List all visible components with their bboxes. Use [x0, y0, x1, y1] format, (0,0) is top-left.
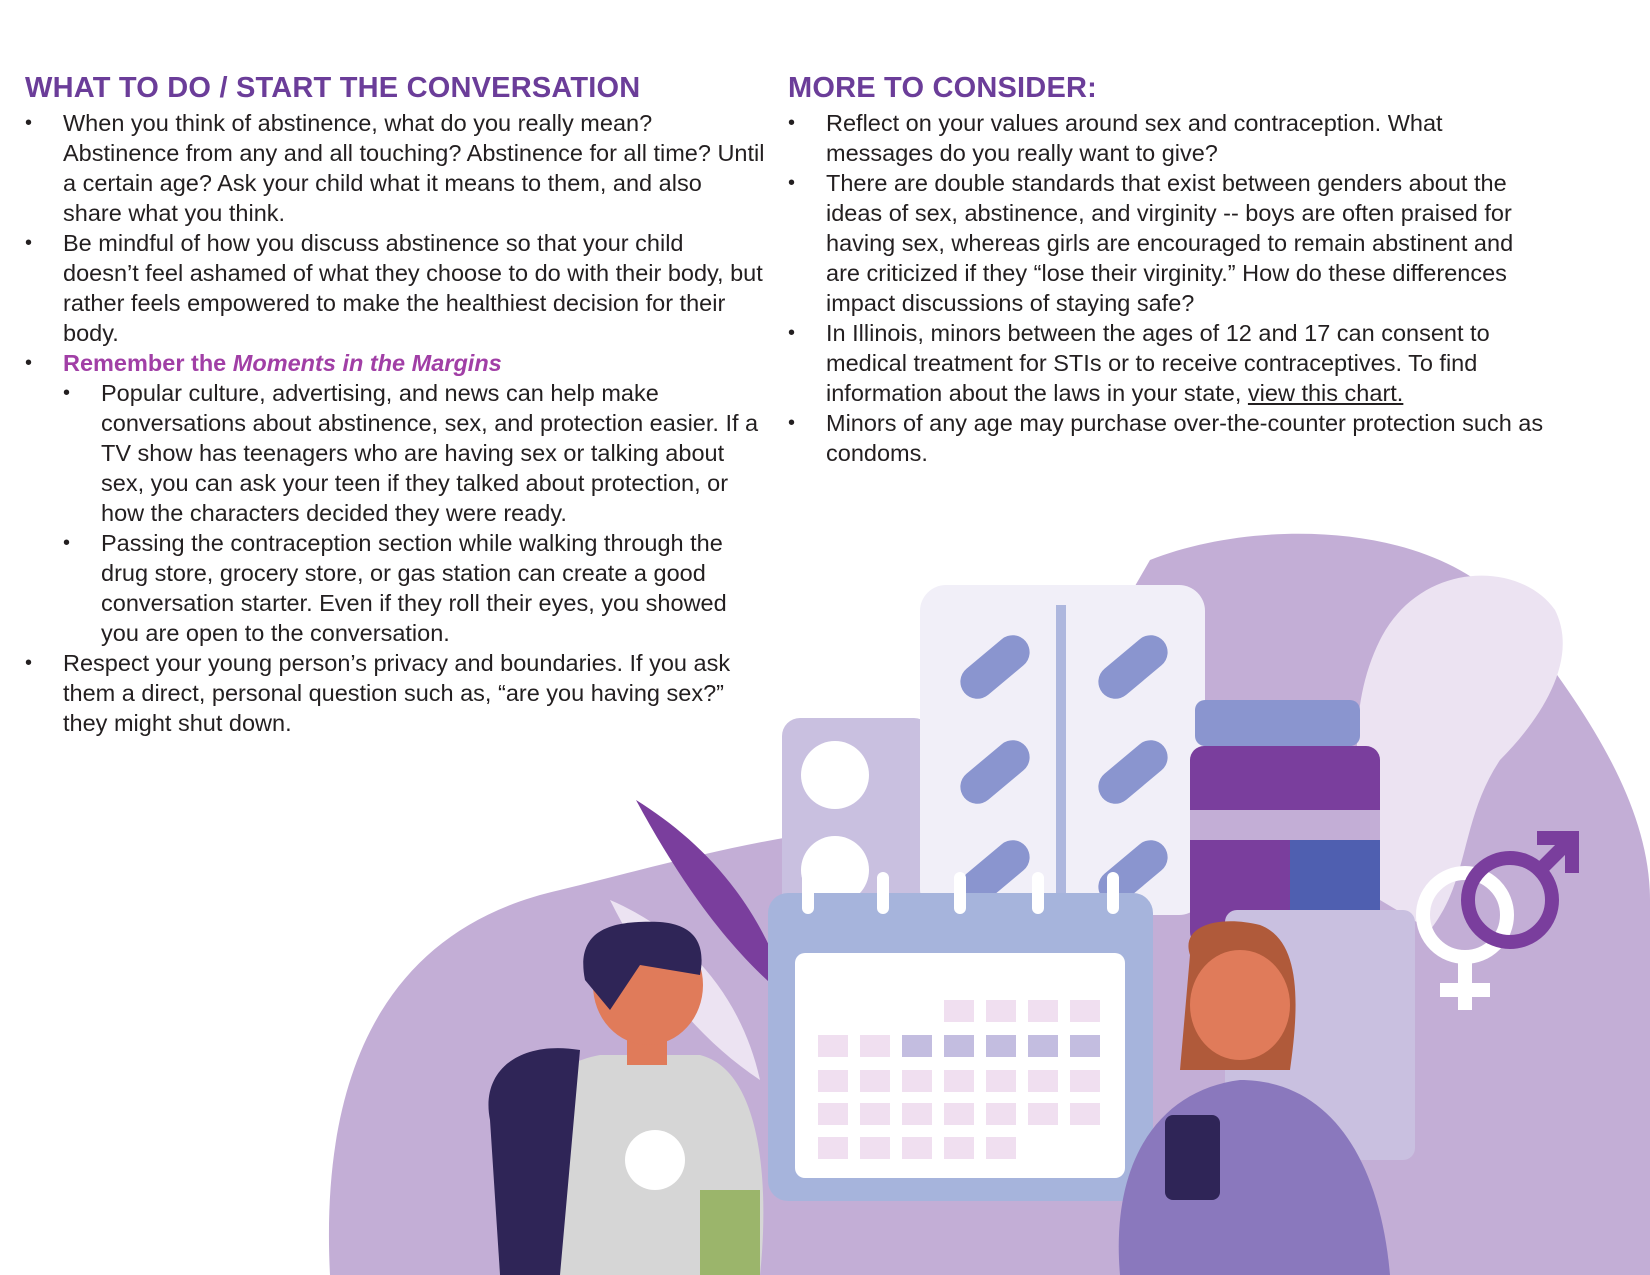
right-column	[788, 70, 1548, 468]
left-column	[25, 70, 765, 738]
sub-list-item: • Popular culture, advertising, and news can help make conversations about abstinence, sex, and protection easier. If a TV show has teenagers who are having sex or talking about sex, you can ask your teen if they talked about protection, or how the characters decided they were ready.	[63, 378, 765, 528]
right-bullet-list	[788, 108, 1548, 468]
reminder-item	[25, 348, 765, 648]
list-item	[788, 318, 1548, 408]
list-item: • There are double standards that exist between genders about the ideas of sex, abstinence, and virginity -- boys are often praised for having sex, whereas girls are encouraged to remain abstinent and are criticized if they “lose their virginity.” How do these differences impact discussions of staying safe?	[788, 168, 1548, 318]
sub-bullet-list	[63, 378, 765, 648]
reminder-label	[63, 350, 502, 376]
list-item: • Respect your young person’s privacy and boundaries. If you ask them a direct, personal question such as, “are you having sex?” they might shut down.	[25, 648, 765, 738]
list-item: • Minors of any age may purchase over-the-counter protection such as condoms.	[788, 408, 1548, 468]
left-heading: WHAT TO DO / START THE CONVERSATION	[25, 72, 641, 104]
reminder-title: Moments in the Margins	[232, 350, 502, 376]
list-item: • When you think of abstinence, what do you really mean? Abstinence from any and all touching? Abstinence for all time? Until a certain age? Ask your child what it means to them, and also share what you think.	[25, 108, 765, 228]
view-chart-link[interactable]: view this chart.	[1247, 380, 1404, 406]
right-heading: MORE TO CONSIDER:	[788, 72, 1097, 104]
illinois-text: In Illinois, minors between the ages of 12 and 17 can consent to medical treatment for STIs or to receive contraceptives. To find information about the laws in your state,	[826, 320, 1490, 406]
jar-lid	[1195, 700, 1360, 746]
list-item: • Reflect on your values around sex and contraception. What messages do you really want to give?	[788, 108, 1548, 168]
sub-list-item: • Passing the contraception section while walking through the drug store, grocery store, or gas station can create a good conversation starter. Even if they roll their eyes, you showed you are open to the conversation.	[63, 528, 765, 648]
left-bullet-list	[25, 108, 765, 738]
reminder-prefix: Remember the	[63, 350, 233, 376]
list-item: • Be mindful of how you discuss abstinence so that your child doesn’t feel ashamed of what they choose to do with their body, but rather feels empowered to make the healthiest decision for their body.	[25, 228, 765, 348]
